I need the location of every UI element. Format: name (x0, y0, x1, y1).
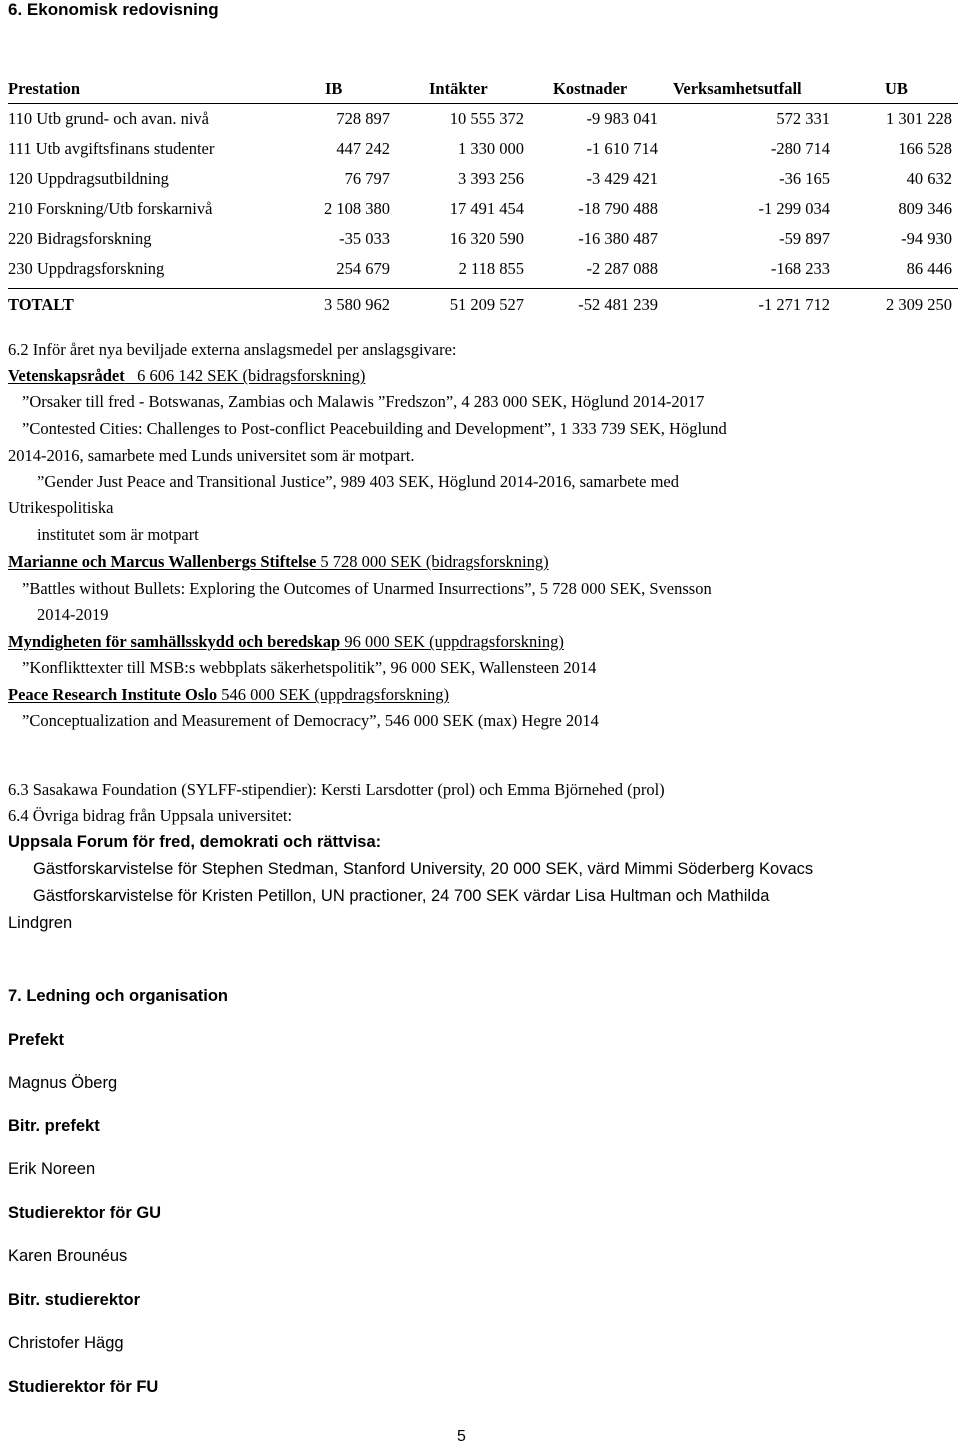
cell-ub: 2 309 250 (886, 295, 952, 314)
grantor-vr (8, 366, 365, 386)
grantor-amount: 5 728 000 SEK (bidragsforskning) (316, 552, 549, 571)
grantor-amount: 546 000 SEK (uppdragsforskning) (217, 685, 450, 704)
cell-utfall: 572 331 (776, 109, 830, 128)
cell-ub: 40 632 (906, 169, 952, 188)
cell-prestation: 230 Uppdragsforskning (8, 259, 165, 278)
cell-total-label: TOTALT (8, 295, 74, 314)
cell-intakter: 3 393 256 (458, 169, 524, 188)
grant-item: ”Battles without Bullets: Exploring the Outcomes of Unarmed Insurrections”, 5 728 000 SEK, Svensson (22, 579, 712, 598)
cell-kostnader: -18 790 488 (578, 199, 658, 218)
cell-utfall: -1 271 712 (758, 295, 830, 314)
table-row (8, 193, 958, 223)
cell-utfall: -168 233 (770, 259, 830, 278)
role-name: Magnus Öberg (8, 1074, 118, 1092)
cell-ub: 1 301 228 (886, 109, 952, 128)
cell-prestation: 111 Utb avgiftsfinans studenter (8, 139, 215, 158)
grant-item-cont: Utrikespolitiska (8, 498, 114, 517)
s64-line: Gästforskarvistelse för Stephen Stedman, Stanford University, 20 000 SEK, värd Mimmi Söderberg Kovacs (33, 860, 814, 878)
grantor-msb (8, 632, 564, 652)
cell-prestation: 210 Forskning/Utb forskarnivå (8, 199, 213, 218)
header-intakter: Intäkter (429, 79, 488, 98)
role-title: Prefekt (8, 1031, 64, 1049)
section-heading-7: 7. Ledning och organisation (8, 987, 229, 1005)
grant-item-cont: institutet som är motpart (37, 525, 199, 544)
header-ub: UB (885, 79, 908, 98)
grantor-name: Peace Research Institute Oslo (8, 685, 218, 704)
s64-title: 6.4 Övriga bidrag från Uppsala universitet: (8, 806, 293, 825)
cell-utfall: -59 897 (779, 229, 830, 248)
cell-intakter: 1 330 000 (458, 139, 524, 158)
grantor-amount: 96 000 SEK (uppdragsforskning) (340, 632, 564, 651)
cell-intakter: 16 320 590 (449, 229, 524, 248)
grant-item: ”Contested Cities: Challenges to Post-conflict Peacebuilding and Development”, 1 333 739 SEK, Höglund (22, 419, 727, 438)
section-heading-6: 6. Ekonomisk redovisning (8, 0, 219, 19)
grant-item: ”Conceptualization and Measurement of Democracy”, 546 000 SEK (max) Hegre 2014 (22, 711, 599, 730)
table-header-row (8, 73, 958, 103)
role-name: Karen Brounéus (8, 1247, 128, 1265)
cell-intakter: 17 491 454 (449, 199, 524, 218)
role-name: Erik Noreen (8, 1160, 96, 1178)
grantor-name: Myndigheten för samhällsskydd och beredskap (8, 632, 341, 651)
cell-kostnader: -2 287 088 (586, 259, 658, 278)
grantor-prio (8, 685, 449, 705)
table-total-row (8, 289, 958, 319)
table-row (8, 253, 958, 283)
cell-kostnader: -52 481 239 (578, 295, 658, 314)
role-name: Christofer Hägg (8, 1334, 124, 1352)
s64-forum: Uppsala Forum för fred, demokrati och rättvisa: (8, 833, 382, 851)
cell-ub: 86 446 (906, 259, 952, 278)
table-row (8, 163, 958, 193)
cell-kostnader: -3 429 421 (586, 169, 658, 188)
s63-text: 6.3 Sasakawa Foundation (SYLFF-stipendier): Kersti Larsdotter (prol) och Emma Björnehed (prol) (8, 780, 665, 799)
header-kostnader: Kostnader (553, 79, 628, 98)
cell-intakter: 51 209 527 (449, 295, 524, 314)
grantor-wallenberg (8, 552, 549, 572)
cell-kostnader: -16 380 487 (578, 229, 658, 248)
cell-prestation: 110 Utb grund- och avan. nivå (8, 109, 210, 128)
table-row (8, 133, 958, 163)
grantor-amount: 6 606 142 SEK (bidragsforskning) (124, 366, 366, 385)
role-title: Bitr. prefekt (8, 1117, 100, 1135)
s64-line-cont: Lindgren (8, 914, 73, 932)
grant-item: ”Orsaker till fred - Botswanas, Zambias och Malawis ”Fredszon”, 4 283 000 SEK, Höglund 2014-2017 (22, 392, 705, 411)
grant-item-cont: 2014-2016, samarbete med Lunds universitet som är motpart. (8, 446, 415, 465)
s62-intro: 6.2 Inför året nya beviljade externa anslagsmedel per anslagsgivare: (8, 340, 457, 359)
cell-prestation: 120 Uppdragsutbildning (8, 169, 169, 188)
cell-utfall: -36 165 (779, 169, 830, 188)
page-number: 5 (457, 1428, 466, 1445)
cell-ib: 254 679 (336, 259, 390, 278)
cell-kostnader: -9 983 041 (586, 109, 658, 128)
cell-ib: 2 108 380 (324, 199, 390, 218)
header-prestation: Prestation (8, 79, 81, 98)
cell-ib: 728 897 (336, 109, 390, 128)
cell-utfall: -280 714 (770, 139, 830, 158)
table-row (8, 223, 958, 253)
cell-ib: 3 580 962 (324, 295, 390, 314)
cell-intakter: 2 118 855 (458, 259, 524, 278)
cell-kostnader: -1 610 714 (586, 139, 658, 158)
grant-item: ”Gender Just Peace and Transitional Justice”, 989 403 SEK, Höglund 2014-2016, samarbete med (37, 472, 680, 491)
cell-utfall: -1 299 034 (758, 199, 830, 218)
grantor-name: Marianne och Marcus Wallenbergs Stiftelse (8, 552, 317, 571)
table-row (8, 103, 958, 133)
grantor-name: Vetenskapsrådet (8, 366, 125, 385)
cell-ub: -94 930 (901, 229, 952, 248)
s64-line: Gästforskarvistelse för Kristen Petillon, UN practioner, 24 700 SEK värdar Lisa Hultman och Mathilda (33, 887, 770, 905)
role-title: Studierektor för GU (8, 1204, 162, 1222)
role-title: Studierektor för FU (8, 1378, 159, 1396)
header-verksamhetsutfall: Verksamhetsutfall (673, 79, 802, 98)
cell-intakter: 10 555 372 (449, 109, 524, 128)
role-title: Bitr. studierektor (8, 1291, 141, 1309)
cell-prestation: 220 Bidragsforskning (8, 229, 152, 248)
cell-ub: 809 346 (898, 199, 952, 218)
cell-ib: 76 797 (344, 169, 390, 188)
cell-ib: -35 033 (339, 229, 390, 248)
cell-ib: 447 242 (336, 139, 390, 158)
grant-item-cont: 2014-2019 (37, 605, 109, 624)
header-ib: IB (325, 79, 343, 98)
cell-ub: 166 528 (898, 139, 952, 158)
grant-item: ”Konflikttexter till MSB:s webbplats säkerhetspolitik”, 96 000 SEK, Wallensteen 2014 (22, 658, 597, 677)
